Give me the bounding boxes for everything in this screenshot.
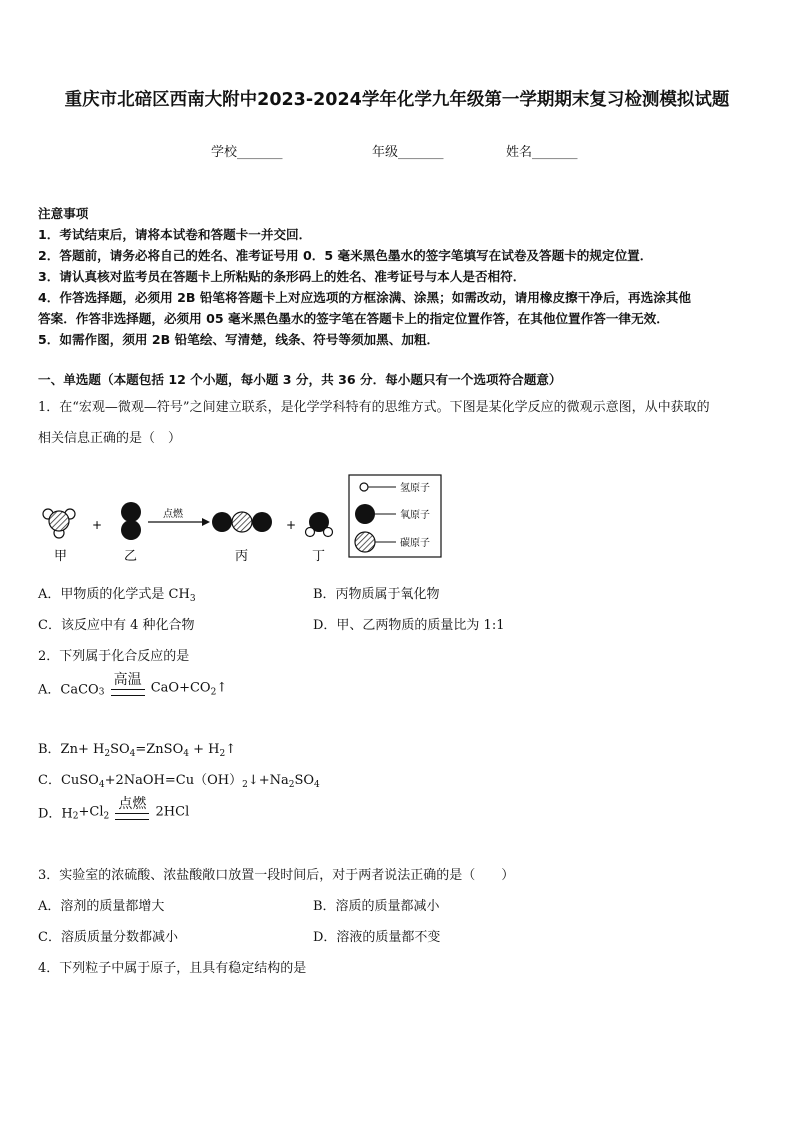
notice-heading: 注意事项 [38,206,89,221]
q2-option-a[interactable]: A．CaCO$_3$ 高温 $CaO+CO_2↑$ [38,672,228,698]
legend-carbon-icon [355,532,375,552]
label-ding: 丁 [312,549,326,564]
q1-option-b[interactable]: B．丙物质属于氧化物 [313,587,440,602]
q4-stem: 4．下列粒子中属于原子，且具有稳定结构的是 [38,961,307,976]
q1-option-a[interactable]: A．甲物质的化学式是 $CH_3$ [38,587,196,604]
name-field-label: 姓名_______ [506,145,578,160]
reaction-diagram [30,470,450,565]
molecule-bing [212,512,272,532]
legend-hydrogen-icon [360,483,368,491]
legend-oxygen-label: 氧原子 [400,510,430,521]
q3-option-c[interactable]: C．溶质质量分数都减小 [38,930,178,945]
notice-item-3: 3．请认真核对监考员在答题卡上所粘贴的条形码上的姓名、准考证号与本人是否相符． [38,269,526,284]
legend-hydrogen-label: 氢原子 [400,483,430,494]
label-yi: 乙 [124,549,138,564]
q3-stem: 3．实验室的浓硫酸、浓盐酸敞口放置一段时间后，对于两者说法正确的是（ ） [38,868,515,883]
notice-item-4-cont: 答案．作答非选择题，必须用 05 毫米黑色墨水的签字笔在答题卡上的指定位置作答，在其他位置作答一律无效． [38,311,669,326]
section-heading: 一、单选题（本题包括 12 个小题，每小题 3 分，共 36 分．每小题只有一个选项符合题意） [38,372,562,387]
q3-option-a[interactable]: A．溶剂的质量都增大 [38,899,165,914]
q3-option-b[interactable]: B．溶质的质量都减小 [313,899,440,914]
molecule-ding [306,512,333,537]
notice-item-1: 1．考试结束后，请将本试卷和答题卡一并交回． [38,227,312,242]
arrow-condition: 点燃 [163,509,183,520]
q1-option-d[interactable]: D．甲、乙两物质的质量比为 1:1 [313,618,505,633]
grade-field-label: 年级_______ [372,145,444,160]
notice-item-4: 4．作答选择题，必须用 2B 铅笔将答题卡上对应选项的方框涂满、涂黑；如需改动，请用橡皮擦干净后，再选涂其他 [38,290,691,305]
q2-option-b[interactable]: B．$Zn+ H_2SO_4=ZnSO_4$ + $H_2↑$ [38,742,237,759]
molecule-yi [121,502,141,540]
notice-item-5: 5．如需作图，须用 2B 铅笔绘、写清楚，线条、符号等须加黑、加粗． [38,332,440,347]
q2-option-c[interactable]: C．$CuSO_4+2NaOH=Cu(OH)_2↓+Na_2SO_4$ [38,773,320,790]
q2-stem: 2．下列属于化合反应的是 [38,649,190,664]
legend-oxygen-icon [355,504,375,524]
legend-box [349,475,441,557]
q2-option-d[interactable]: D．$H_2+Cl_2$ 点燃 2HCl [38,796,190,822]
plus-sign-1: + [92,518,103,532]
q1-stem-line2: 相关信息正确的是（ ） [38,431,182,446]
arrow-head-icon [202,518,210,526]
molecule-jia [43,509,75,538]
legend-carbon-label: 碳原子 [400,538,430,549]
notice-item-2: 2．答题前，请务必将自己的姓名、准考证号用 0．5 毫米黑色墨水的签字笔填写在试卷及答题卡的规定位置． [38,248,653,263]
school-field-label: 学校_______ [211,145,283,160]
q3-option-d[interactable]: D．溶液的质量都不变 [313,930,441,945]
q1-option-c[interactable]: C．该反应中有 4 种化合物 [38,618,195,633]
label-bing: 丙 [235,549,249,564]
page-title: 重庆市北碚区西南大附中2023-2024学年化学九年级第一学期期末复习检测模拟试题 [64,90,730,110]
q1-stem-line1: 1．在“宏观—微观—符号”之间建立联系，是化学学科特有的思维方式。下图是某化学反应的微观示意图，从中获取的 [38,400,710,415]
label-jia: 甲 [54,549,68,564]
plus-sign-2: + [286,518,297,532]
